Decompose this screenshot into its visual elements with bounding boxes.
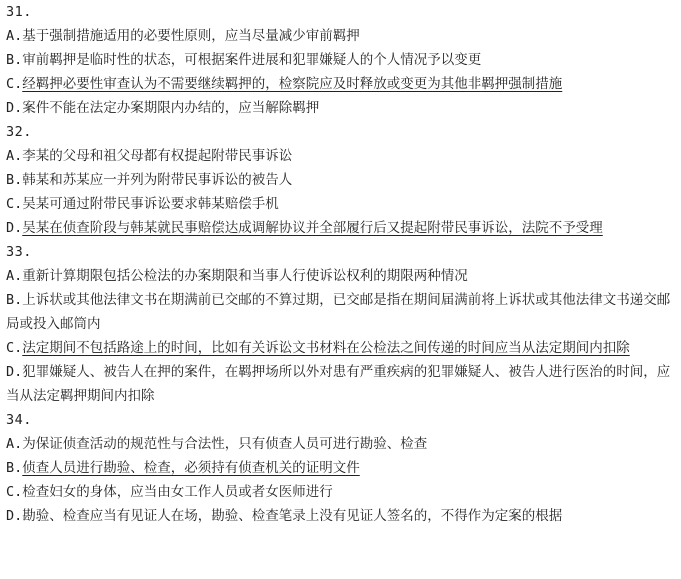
option-text: 基于强制措施适用的必要性原则，应当尽量减少审前羁押 (22, 28, 360, 44)
option-letter: C. (6, 76, 23, 92)
option-c (6, 336, 681, 360)
option-letter: D. (6, 508, 23, 524)
option-text: 法定期间不包括路途上的时间，比如有关诉讼文书材料在公检法之间传递的时间应当从法定期间内扣除 (22, 340, 630, 356)
option-text: 经羁押必要性审查认为不需要继续羁押的，检察院应及时释放或变更为其他非羁押强制措施 (22, 76, 563, 92)
option-text: 案件不能在法定办案期限内办结的，应当解除羁押 (22, 100, 320, 116)
option-b (6, 168, 681, 192)
option-b (6, 456, 681, 480)
option-letter: C. (6, 196, 23, 212)
option-text: 韩某和苏某应一并列为附带民事诉讼的被告人 (22, 172, 293, 188)
question-number: 31. (6, 4, 32, 20)
option-c (6, 480, 681, 504)
option-text: 为保证侦查活动的规范性与合法性，只有侦查人员可进行勘验、检查 (22, 436, 428, 452)
option-d (6, 504, 681, 528)
option-text: 吴某可通过附带民事诉讼要求韩某赔偿手机 (22, 196, 279, 212)
option-a (6, 264, 681, 288)
question-34 (6, 408, 681, 528)
option-text: 勘验、检查应当有见证人在场，勘验、检查笔录上没有见证人签名的，不得作为定案的根据 (22, 508, 563, 524)
option-c (6, 192, 681, 216)
question-number: 34. (6, 412, 32, 428)
option-text: 犯罪嫌疑人、被告人在押的案件，在羁押场所以外对患有严重疾病的犯罪嫌疑人、被告人进行医治的时间，应当从法定羁押期间内扣除 (6, 364, 671, 404)
option-letter: B. (6, 292, 23, 308)
option-c (6, 72, 681, 96)
option-text: 吴某在侦查阶段与韩某就民事赔偿达成调解协议并全部履行后又提起附带民事诉讼，法院不予受理 (22, 220, 603, 236)
option-a (6, 144, 681, 168)
option-b (6, 288, 681, 336)
option-letter: A. (6, 436, 23, 452)
option-letter: B. (6, 460, 23, 476)
option-letter: C. (6, 484, 23, 500)
option-letter: C. (6, 340, 23, 356)
option-b (6, 48, 681, 72)
option-d (6, 216, 681, 240)
option-letter: A. (6, 148, 23, 164)
option-letter: D. (6, 100, 23, 116)
option-text: 李某的父母和祖父母都有权提起附带民事诉讼 (22, 148, 293, 164)
question-31 (6, 0, 681, 120)
option-text: 重新计算期限包括公检法的办案期限和当事人行使诉讼权利的期限两种情况 (22, 268, 468, 284)
question-33 (6, 240, 681, 408)
option-text: 审前羁押是临时性的状态，可根据案件进展和犯罪嫌疑人的个人情况予以变更 (22, 52, 482, 68)
option-letter: D. (6, 220, 23, 236)
option-letter: A. (6, 28, 23, 44)
option-d (6, 360, 681, 408)
option-letter: A. (6, 268, 23, 284)
option-d (6, 96, 681, 120)
option-a (6, 24, 681, 48)
option-text: 上诉状或其他法律文书在期满前已交邮的不算过期，已交邮是指在期间届满前将上诉状或其他法律文书递交邮局或投入邮筒内 (6, 292, 671, 332)
option-letter: B. (6, 52, 23, 68)
option-letter: B. (6, 172, 23, 188)
option-a (6, 432, 681, 456)
option-text: 侦查人员进行勘验、检查，必须持有侦查机关的证明文件 (22, 460, 360, 476)
question-number: 32. (6, 124, 32, 140)
option-text: 检查妇女的身体，应当由女工作人员或者女医师进行 (22, 484, 333, 500)
question-number: 33. (6, 244, 32, 260)
option-letter: D. (6, 364, 23, 380)
question-32 (6, 120, 681, 240)
